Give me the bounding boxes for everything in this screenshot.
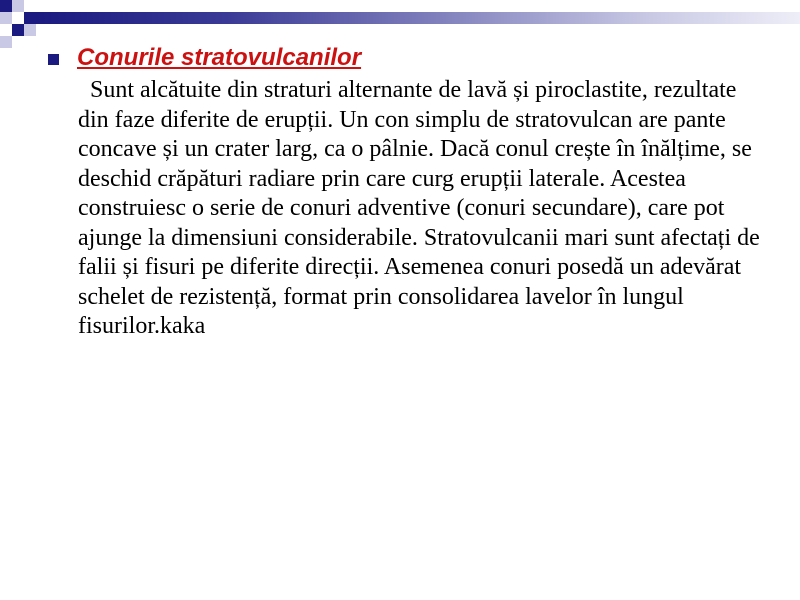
square-bullet-icon xyxy=(48,54,59,65)
deco-square xyxy=(12,0,24,12)
deco-square xyxy=(24,12,36,24)
deco-square xyxy=(0,36,12,48)
deco-square xyxy=(0,12,12,24)
deco-square xyxy=(0,0,12,12)
deco-square xyxy=(12,24,24,36)
slide-heading: Conurile stratovulcanilor xyxy=(77,44,362,71)
deco-square xyxy=(24,24,36,36)
slide-body-text: Sunt alcătuite din straturi alternante de lavă și piroclastite, rezultate din faze diferite de erupții. Un con simplu de stratovulcan are pante concave și un crater larg, ca o pâlnie. Dacă conul crește în înălțime, se deschid crăpături radiare prin care curg erupții laterale. Acestea construiesc o serie de conuri adventive (conuri secundare), care pot ajunge la dimensiuni considerabile. Stratovulcanii mari sunt afectați de falii și fisuri pe diferite direcții. Asemenea conuri posedă un adevărat schelet de rezistență, format prin consolidarea lavelor în lungul fisurilor.kaka xyxy=(78,77,760,339)
heading-row xyxy=(48,42,768,74)
slide-content xyxy=(48,42,768,342)
header-gradient-band xyxy=(36,12,800,24)
